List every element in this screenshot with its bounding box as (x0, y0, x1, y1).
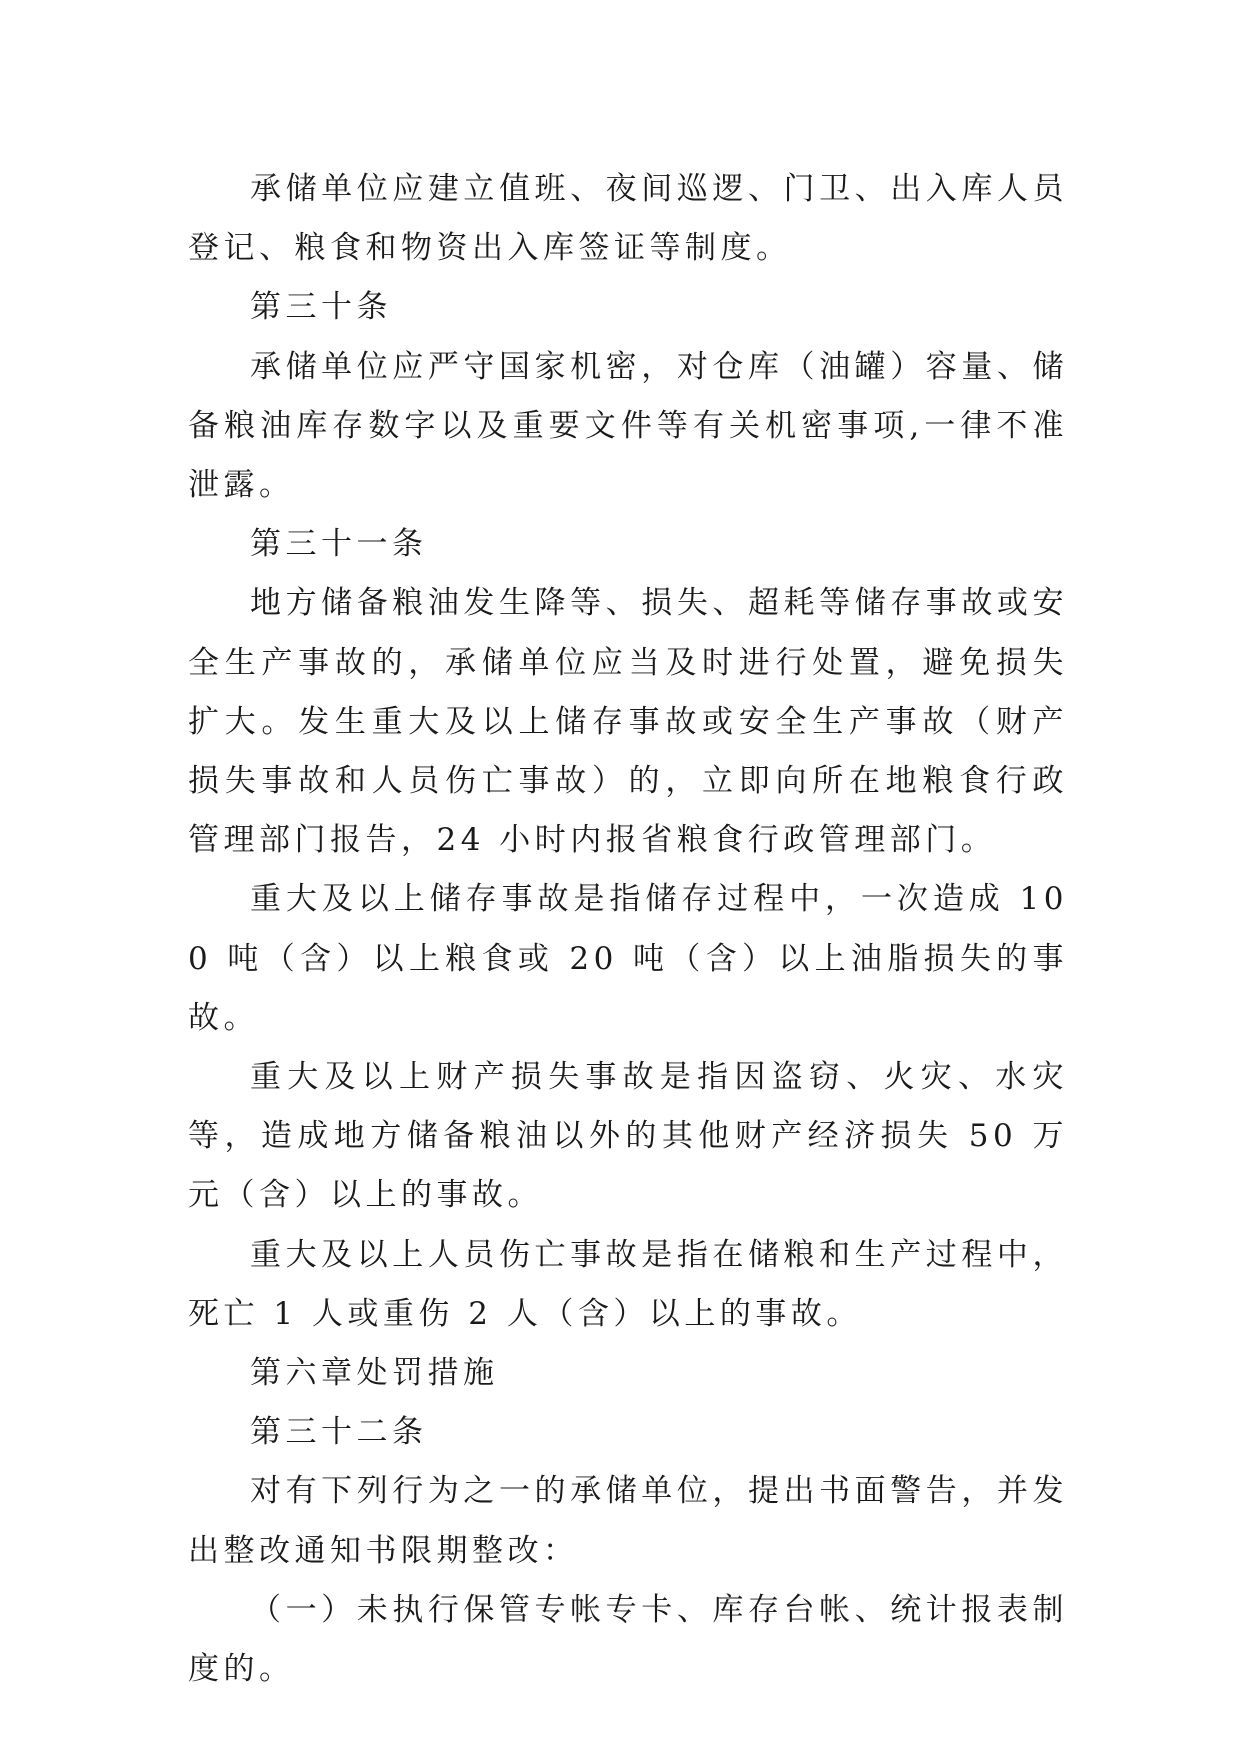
document-body (188, 160, 1068, 1699)
paragraph-accident-reporting: 地方储备粮油发生降等、损失、超耗等储存事故或安全生产事故的，承储单位应当及时进行处置，避免损失扩大。发生重大及以上储存事故或安全生产事故（财产损失事故和人员伤亡事故）的，立即向所在地粮食行政管理部门报告，24 小时内报省粮食行政管理部门。 (188, 585, 1068, 859)
paragraph-duty-system: 承储单位应建立值班、夜间巡逻、门卫、出入库人员登记、粮食和物资出入库签证等制度。 (188, 171, 1068, 267)
chapter-heading-6: 第六章处罚措施 (250, 1355, 499, 1392)
article-heading-31: 第三十一条 (250, 526, 428, 563)
paragraph-warning-conditions: 对有下列行为之一的承储单位，提出书面警告，并发出整改通知书限期整改： (188, 1473, 1068, 1569)
paragraph-casualty-definition: 重大及以上人员伤亡事故是指在储粮和生产过程中，死亡 1 人或重伤 2 人（含）以上的事故。 (188, 1236, 1068, 1332)
article-heading-30: 第三十条 (250, 289, 392, 326)
paragraph-confidentiality: 承储单位应严守国家机密，对仓库（油罐）容量、储备粮油库存数字以及重要文件等有关机密事项,一律不准泄露。 (188, 348, 1068, 504)
paragraph-property-loss-definition: 重大及以上财产损失事故是指因盗窃、火灾、水灾等，造成地方储备粮油以外的其他财产经济损失 50 万元（含）以上的事故。 (188, 1059, 1068, 1214)
article-heading-32: 第三十二条 (250, 1414, 428, 1451)
paragraph-storage-accident-definition: 重大及以上储存事故是指储存过程中，一次造成 100 吨（含）以上粮食或 20 吨（含）以上油脂损失的事故。 (188, 881, 1068, 1036)
list-item-1: （一）未执行保管专帐专卡、库存台帐、统计报表制度的。 (188, 1591, 1068, 1688)
